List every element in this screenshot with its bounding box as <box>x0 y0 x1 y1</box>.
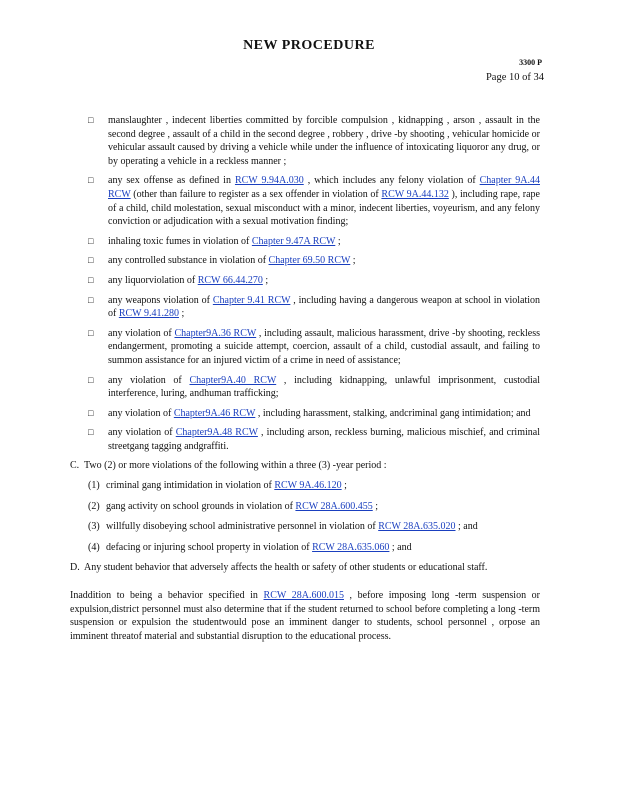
text-run: any violation of <box>108 327 175 339</box>
text-run: , including arson, reckless burning, malicious mischief, and criminal streetgang tagging andgraffiti. <box>108 427 540 452</box>
checkbox-bullet-icon: □ <box>88 175 94 186</box>
document-body <box>70 114 540 643</box>
section-c-item <box>70 541 540 555</box>
text-run: willfully disobeying school administrative personnel in violation of <box>106 521 379 533</box>
rcw-link[interactable]: Chapter 9.41 RCW <box>212 294 291 306</box>
checkbox-bullet-icon: □ <box>88 327 94 338</box>
section-d <box>70 561 540 575</box>
text-run: any violation of <box>108 407 174 419</box>
rcw-link[interactable]: RCW 28A.635.060 <box>312 541 390 553</box>
text-run: ; <box>341 480 347 492</box>
text-run: , which includes any felony violation of <box>303 175 480 187</box>
rcw-link[interactable]: RCW 28A.635.020 <box>378 521 456 533</box>
offense-bullet-list <box>70 114 540 453</box>
policy-code: 3300 P <box>519 58 542 67</box>
section-d-label: D. <box>70 562 80 574</box>
offense-bullet-item <box>70 327 540 368</box>
text-run: any liquorviolation of <box>108 274 198 286</box>
rcw-link[interactable]: Chapter 9A.44 RCW <box>108 175 540 200</box>
text-run: any violation of <box>108 427 176 439</box>
text-run: , including kidnapping, unlawful imprisonment, custodial interference, luring, andhuman trafficking; <box>108 374 540 400</box>
rcw-link[interactable]: Chapter9A.36 RCW <box>174 327 257 339</box>
text-run: criminal gang intimidation in violation of <box>106 480 275 492</box>
section-c-item <box>70 520 540 534</box>
section-c-list <box>70 479 540 554</box>
text-run: ; <box>335 235 341 247</box>
offense-bullet-item <box>70 374 540 401</box>
page-title: NEW PROCEDURE <box>243 38 375 53</box>
item-number: (2) <box>88 500 100 512</box>
text-run: any controlled substance in violation of <box>108 255 269 267</box>
checkbox-bullet-icon: □ <box>88 407 94 418</box>
checkbox-bullet-icon: □ <box>88 274 94 285</box>
offense-bullet-item <box>70 274 540 288</box>
rcw-link[interactable]: RCW 9A.46.120 <box>274 480 342 492</box>
text-run: ; <box>372 500 379 512</box>
checkbox-bullet-icon: □ <box>88 427 94 438</box>
rcw-link[interactable]: Chapter9A.46 RCW <box>173 407 256 419</box>
offense-bullet-item <box>70 407 540 421</box>
section-c <box>70 459 540 473</box>
offense-bullet-item <box>70 426 540 453</box>
text-run: any violation of <box>108 374 190 386</box>
checkbox-bullet-icon: □ <box>88 374 94 385</box>
rcw-link[interactable]: RCW 9.94A.030 <box>234 175 304 187</box>
closing-paragraph <box>70 589 540 643</box>
text-run: , including harassment, stalking, andcriminal gang intimidation; and <box>255 407 531 419</box>
section-c-item <box>70 500 540 514</box>
rcw-link[interactable]: Chapter 69.50 RCW <box>268 255 351 267</box>
text-run: ; and <box>455 521 478 533</box>
text-run: any weapons violation of <box>108 294 213 306</box>
offense-bullet-item <box>70 114 540 168</box>
rcw-link[interactable]: Chapter 9.47A RCW <box>251 235 336 247</box>
text-run: ; and <box>389 541 412 553</box>
checkbox-bullet-icon: □ <box>88 255 94 266</box>
text-run: manslaughter , indecent liberties committed by forcible compulsion , kidnapping , arson , assault in the second degree , assault of a child in the second degree , robbery , drive -by shooting , vehicular homicide or vehicular assault caused by driving a vehicle while under the influence of intoxicating liquoror any drug, or by operating a vehicle in a reckless manner ; <box>108 115 540 167</box>
item-number: (4) <box>88 541 100 553</box>
rcw-link[interactable]: Chapter9A.40 RCW <box>189 374 277 386</box>
section-c-item <box>70 479 540 493</box>
text-run: gang activity on school grounds in violation of <box>106 500 296 512</box>
offense-bullet-item <box>70 174 540 228</box>
item-number: (3) <box>88 521 100 533</box>
rcw-link[interactable]: RCW 28A.600.455 <box>295 500 373 512</box>
offense-bullet-item <box>70 294 540 321</box>
text-run: ; <box>262 274 269 286</box>
rcw-link[interactable]: RCW 28A.600.015 <box>263 590 344 602</box>
text-run: any sex offense as defined in <box>108 175 235 187</box>
rcw-link[interactable]: RCW 9.41.280 <box>118 308 179 320</box>
page-number: Page 10 of 34 <box>485 72 544 83</box>
rcw-link[interactable]: RCW 9A.44.132 <box>381 188 449 200</box>
section-d-text: Any student behavior that adversely affects the health or safety of other students or educational staff. <box>84 562 488 574</box>
offense-bullet-item <box>70 235 540 249</box>
text-run: , including having a dangerous weapon at school in violation of <box>108 294 541 320</box>
section-c-text: Two (2) or more violations of the following within a three (3) -year period : <box>84 460 387 472</box>
text-run: ; <box>178 308 185 320</box>
checkbox-bullet-icon: □ <box>88 115 94 125</box>
text-run: defacing or injuring school property in violation of <box>106 541 313 553</box>
text-run: (other than failure to register as a sex offender in violation of <box>130 188 382 200</box>
section-c-label: C. <box>70 460 80 472</box>
rcw-link[interactable]: RCW 66.44.270 <box>197 274 263 286</box>
text-run: ), including rape, rape of a child, child molestation, sexual misconduct with a minor, indecent liberties, voyeurism, and any felony conviction or adjudication with a sexual motivation finding; <box>108 188 540 228</box>
text-run: , before imposing long -term suspension or expulsion,district personnel must also determine that if the student returned to school before completing a long -term suspension or expulsion the studentwould pose an imminent danger to students, school personnel , orpose an imminent threatof material and substantial disruption to the educational process. <box>70 590 540 642</box>
text-run: , including assault, malicious harassment, drive -by shooting, reckless endangerment, promoting a suicide attempt, coercion, assault of a child, custodial assault, and failing to summon assistance for an injured victim of a crime in need of assistance; <box>108 327 540 366</box>
text-run: inhaling toxic fumes in violation of <box>108 235 252 247</box>
rcw-link[interactable]: Chapter9A.48 RCW <box>175 427 258 439</box>
text-run: ; <box>350 255 356 267</box>
text-run: Inaddition to being a behavior specified in <box>70 590 264 602</box>
offense-bullet-item <box>70 254 540 268</box>
checkbox-bullet-icon: □ <box>88 235 94 246</box>
checkbox-bullet-icon: □ <box>88 294 94 305</box>
item-number: (1) <box>88 480 100 492</box>
